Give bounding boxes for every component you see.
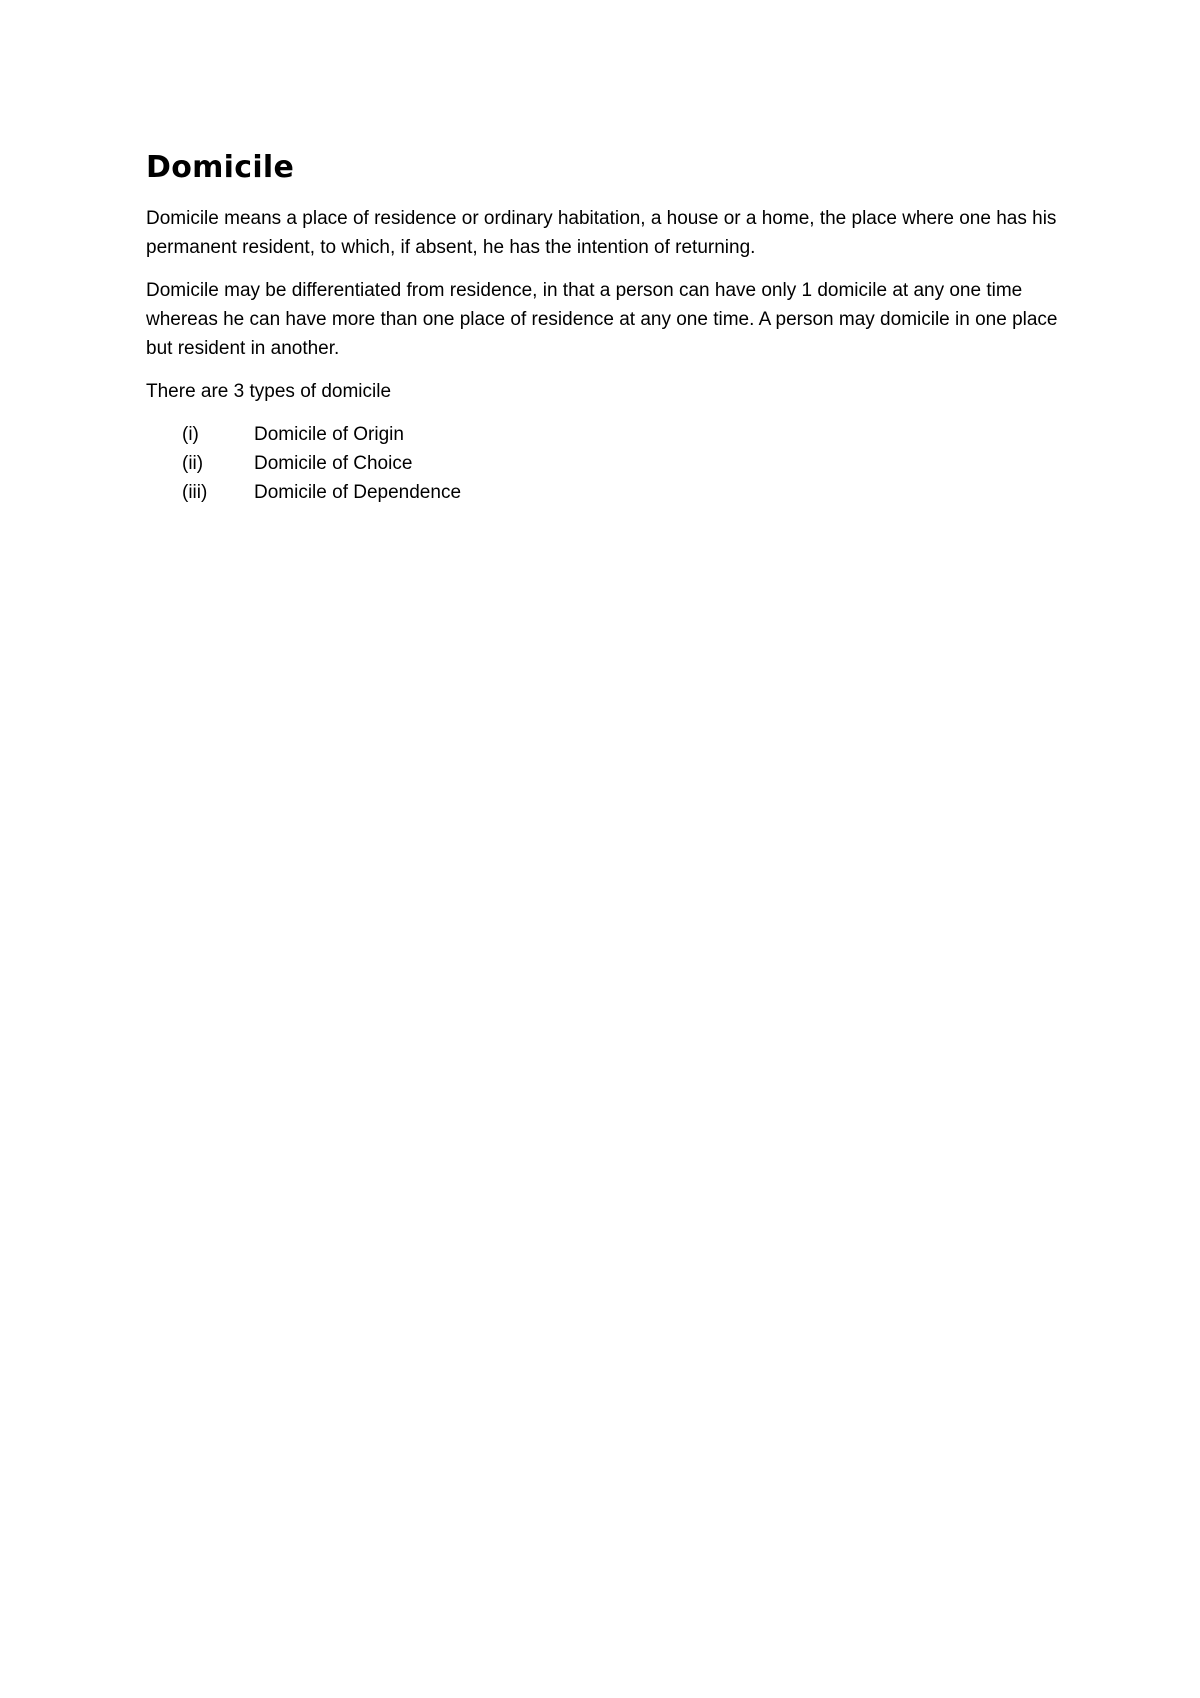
list-item-text: Domicile of Dependence bbox=[254, 482, 462, 503]
list-item bbox=[146, 478, 1066, 507]
list-intro: There are 3 types of domicile bbox=[146, 381, 392, 402]
list-item-numeral: (i) bbox=[182, 424, 199, 445]
list-item bbox=[146, 420, 1066, 449]
list-item-text: Domicile of Origin bbox=[254, 424, 404, 445]
list-item bbox=[146, 449, 1066, 478]
list-item-numeral: (iii) bbox=[182, 482, 208, 503]
paragraph-definition: Domicile means a place of residence or ordinary habitation, a house or a home, the place where one has his permanent resident, to which, if absent, he has the intention of returning. bbox=[146, 208, 1057, 258]
list-item-numeral: (ii) bbox=[182, 453, 204, 474]
page-title: Domicile bbox=[146, 150, 295, 185]
list-item-text: Domicile of Choice bbox=[254, 453, 413, 474]
paragraph-differentiation: Domicile may be differentiated from residence, in that a person can have only 1 domicile at any one time whereas he can have more than one place of residence at any one time. A person may domicile in one place but resident in another. bbox=[146, 280, 1058, 359]
domicile-types-list bbox=[146, 420, 1066, 507]
document-body bbox=[146, 150, 1066, 507]
